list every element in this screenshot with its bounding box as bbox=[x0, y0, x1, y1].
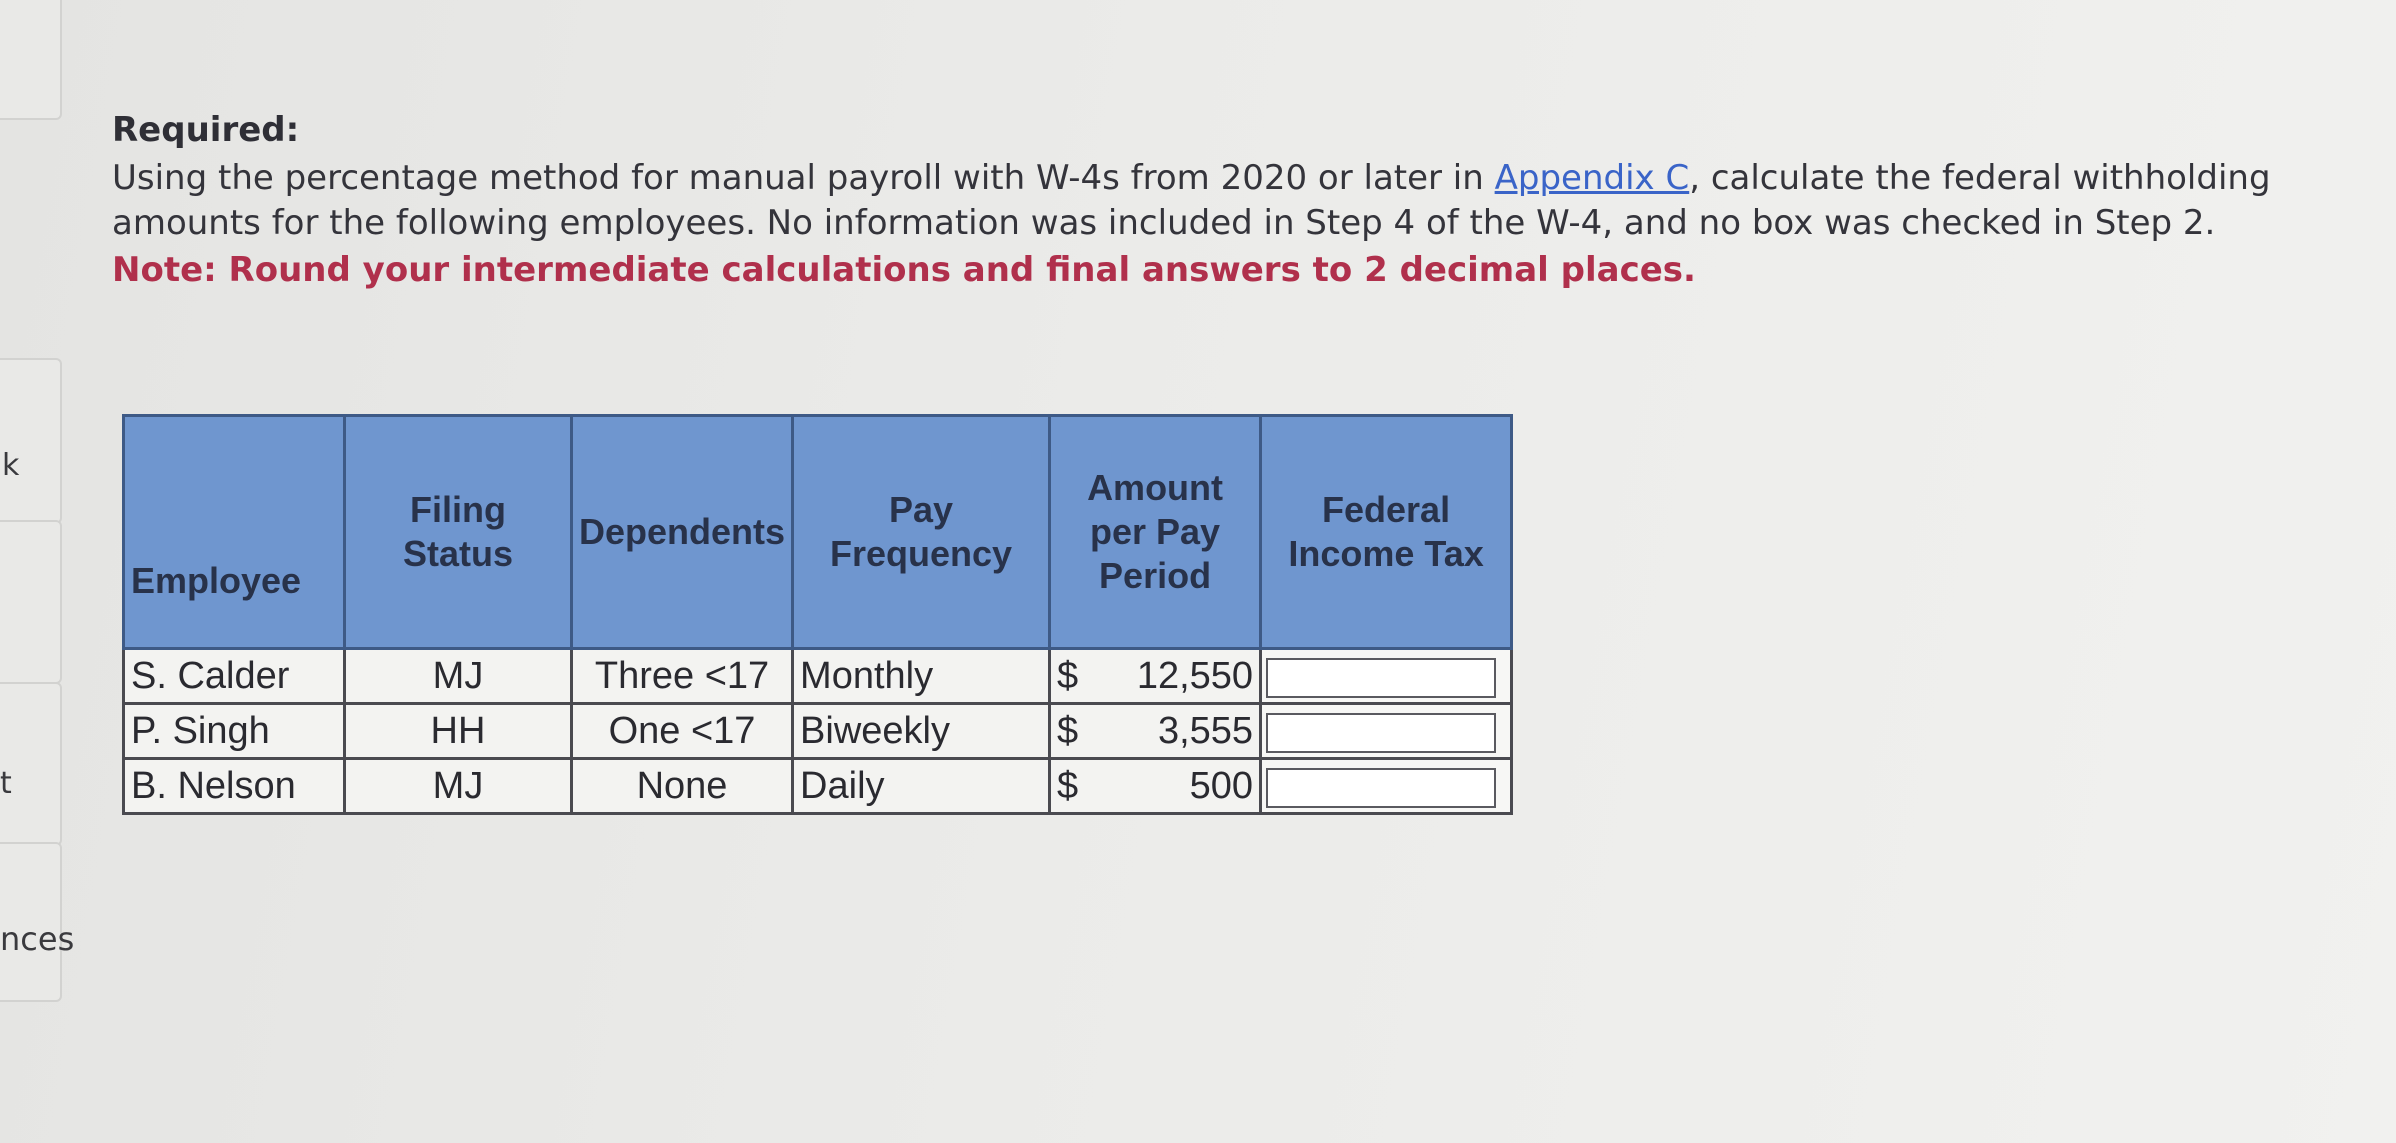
payroll-table bbox=[122, 414, 1513, 815]
cell-pay-frequency: Monthly bbox=[793, 649, 1050, 704]
sidebar-text-fragment: nces bbox=[0, 920, 75, 958]
instructions-part-1: Using the percentage method for manual payroll with W-4s from 2020 or later in bbox=[112, 158, 1495, 198]
amount-value: 500 bbox=[1189, 764, 1254, 807]
cell-dependents: One <17 bbox=[572, 704, 793, 759]
cell-dependents: Three <17 bbox=[572, 649, 793, 704]
currency-symbol: $ bbox=[1057, 764, 1079, 807]
table-header-row bbox=[124, 416, 1512, 649]
cell-federal-income-tax bbox=[1261, 704, 1512, 759]
header-filing-status: Filing Status bbox=[345, 416, 572, 649]
sidebar-edge-box bbox=[0, 0, 62, 120]
federal-income-tax-input[interactable] bbox=[1266, 713, 1496, 753]
table-row bbox=[124, 704, 1512, 759]
sidebar-edge-box bbox=[0, 358, 62, 524]
header-federal-income-tax: Federal Income Tax bbox=[1261, 416, 1512, 649]
sidebar-text-fragment: k bbox=[2, 448, 20, 483]
rounding-note: Note: Round your intermediate calculations and final answers to 2 decimal places. bbox=[112, 250, 1696, 290]
header-dependents: Dependents bbox=[572, 416, 793, 649]
federal-income-tax-input[interactable] bbox=[1266, 658, 1496, 698]
cell-employee: S. Calder bbox=[124, 649, 345, 704]
table-row bbox=[124, 759, 1512, 814]
cell-amount bbox=[1050, 649, 1261, 704]
sidebar-text-fragment: t bbox=[0, 766, 12, 801]
cell-employee: B. Nelson bbox=[124, 759, 345, 814]
cell-amount bbox=[1050, 704, 1261, 759]
cell-amount bbox=[1050, 759, 1261, 814]
cell-filing-status: MJ bbox=[345, 649, 572, 704]
cell-dependents: None bbox=[572, 759, 793, 814]
payroll-table-container bbox=[122, 414, 1513, 815]
amount-value: 12,550 bbox=[1136, 654, 1254, 697]
instructions-text bbox=[112, 156, 2272, 246]
amount-value: 3,555 bbox=[1157, 709, 1254, 752]
currency-symbol: $ bbox=[1057, 709, 1079, 752]
appendix-c-link[interactable]: Appendix C bbox=[1494, 158, 1690, 198]
header-pay-frequency: Pay Frequency bbox=[793, 416, 1050, 649]
federal-income-tax-input[interactable] bbox=[1266, 768, 1496, 808]
cell-federal-income-tax bbox=[1261, 759, 1512, 814]
cell-federal-income-tax bbox=[1261, 649, 1512, 704]
cell-pay-frequency: Daily bbox=[793, 759, 1050, 814]
required-heading: Required: bbox=[112, 110, 300, 150]
cell-filing-status: HH bbox=[345, 704, 572, 759]
header-amount-per-pay-period: Amount per Pay Period bbox=[1050, 416, 1261, 649]
currency-symbol: $ bbox=[1057, 654, 1079, 697]
instructions-part-2: , calculate the federal withholding amounts for the following employees. No information was included in Step 4 of the W-4, and no box was checked in Step 2. bbox=[112, 158, 2271, 243]
cell-filing-status: MJ bbox=[345, 759, 572, 814]
sidebar-edge-box bbox=[0, 682, 62, 846]
header-employee: Employee bbox=[124, 416, 345, 649]
cell-employee: P. Singh bbox=[124, 704, 345, 759]
sidebar-edge-box bbox=[0, 520, 62, 684]
cell-pay-frequency: Biweekly bbox=[793, 704, 1050, 759]
table-row bbox=[124, 649, 1512, 704]
question-block bbox=[112, 110, 2292, 290]
left-sidebar-edge bbox=[0, 0, 75, 1143]
